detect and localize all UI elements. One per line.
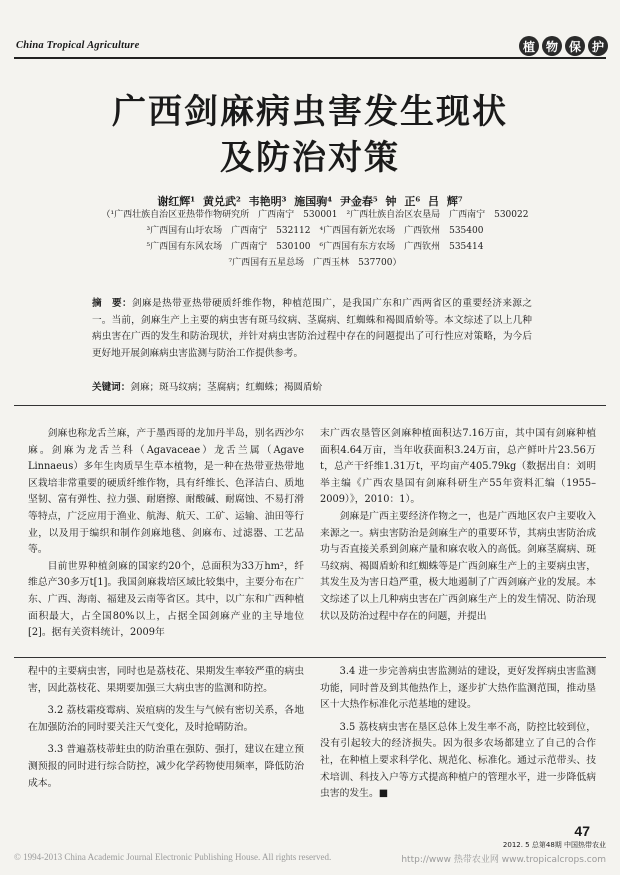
abstract bbox=[92, 296, 532, 362]
paragraph: 剑麻是广西主要经济作物之一，也是广西地区农户主要收入来源之一。病虫害防治是剑麻生产的重要环节，其病虫害防治成功与否直接关系到剑麻产量和麻农收入的高低。剑麻茎腐病、斑马纹病、褐圆盾蚧和红蜘蛛等是广西剑麻生产上的主要病虫害，其发生及为害日趋严重，极大地遏制了广西剑麻产业的发展。本文综述了以上几种病虫害在广西剑麻生产上的发生情况、防治现状以及防治过程中存在的问题，并提出 bbox=[320, 510, 596, 622]
copyright-notice: © 1994-2013 China Academic Journal Electronic Publishing House. All rights reserved. bbox=[14, 852, 332, 862]
paragraph: 3.4 进一步完善病虫害监测站的建设，更好发挥病虫害监测功能，同时普及到其他热作上，逐步扩大热作监测范围，推动垦区十大热作标准化示范基地的建设。 bbox=[320, 666, 596, 711]
column-char: 植 bbox=[519, 36, 539, 56]
section-rule bbox=[14, 657, 606, 658]
column-char: 物 bbox=[542, 36, 562, 56]
keywords bbox=[92, 379, 532, 393]
paragraph: 末广西农垦管区剑麻种植面积达7.16万亩，其中国有剑麻种植面积4.64万亩，当年收获面积3.24万亩，总产鲜叶片23.56万t，总产干纤维1.31万t，平均亩产405.79kg（数据出自：刘明举主编《广西农垦国有剑麻科研生产55年资料汇编（1955–2009）》，2010：1）。 bbox=[320, 428, 596, 506]
paragraph: 剑麻也称龙舌兰麻，产于墨西哥的龙加丹半岛，别名西沙尔麻。剑麻为龙舌兰科（Agavaceae）龙舌兰属（Agave Linnaeus）多年生肉质旱生草本植物，是一种在热带亚热带地区栽培非常重要的硬质纤维作物，具有纤维长、色泽洁白、质地坚韧、富有弹性、拉力强、耐磨擦、耐酸碱、耐腐蚀、不易打滑等特点，广泛应用于渔业、航海、航天、工矿、运输、油田等行业，以及用于编织和制作剑麻地毯、剑麻布、过滤器、工艺品等。 bbox=[28, 428, 304, 556]
author-list: 谢红辉¹ 黄兑武² 韦艳明³ 施国驹⁴ 尹金春⁵ 钟 正⁶ 吕 辉⁷ bbox=[157, 195, 463, 208]
header-rule bbox=[14, 57, 606, 59]
paragraph: 3.3 普遍荔枝蒂蛀虫的防治重在强防、强打，建议在建立预测预报的同时进行综合防控，减少化学药物使用频率，降低防治成本。 bbox=[28, 744, 304, 789]
column-char: 护 bbox=[588, 36, 608, 56]
issue-info: 2012. 5 总第48期 中国热带农业 bbox=[502, 841, 606, 849]
title-line-1: 广西剑麻病虫害发生现状 bbox=[112, 92, 508, 132]
affiliation-line: ⁵广西国有东风农场 广西南宁 530100 ⁶广西国有东方农场 广西钦州 535414 bbox=[146, 242, 484, 252]
left-column-bottom bbox=[28, 664, 304, 792]
column-badge bbox=[519, 36, 608, 56]
watermark: http://www 热带农业网 www.tropicalcrops.com bbox=[401, 855, 606, 865]
abstract-label: 摘 要： bbox=[92, 298, 133, 309]
affiliation-line: ⁷广西国有五星总场 广西玉林 537700） bbox=[228, 258, 402, 268]
keywords-text: 剑麻；斑马纹病；茎腐病；红蜘蛛；褐圆盾蚧 bbox=[130, 382, 323, 393]
right-column-top bbox=[320, 426, 596, 625]
affiliation-line: ³广西国有山圩农场 广西南宁 532112 ⁴广西国有新光农场 广西钦州 535400 bbox=[146, 226, 484, 236]
abstract-text: 剑麻是热带亚热带硬质纤维作物，种植范围广，是我国广东和广西两省区的重要经济来源之一。当前，剑麻生产上主要的病虫害有斑马纹病、茎腐病、红蜘蛛和褐圆盾蚧等。本文综述了以上几种病虫害在广西的发生和防治现状，并针对病虫害防治过程中存在的问题提出了可行性应对策略，为今后更好地开展剑麻病虫害监测与防治工作提供参考。 bbox=[92, 298, 533, 359]
keywords-label: 关键词： bbox=[92, 382, 131, 393]
page-number: 47 bbox=[574, 823, 590, 839]
right-column-bottom bbox=[320, 664, 596, 803]
abstract-rule bbox=[14, 405, 606, 406]
paragraph: 程中的主要病虫害，同时也是荔枝花、果期发生率较严重的病虫害，因此荔枝花、果期要加强三大病虫害的监测和防控。 bbox=[28, 666, 304, 694]
column-char: 保 bbox=[565, 36, 585, 56]
paragraph: 3.2 荔枝霜疫霉病、炭疽病的发生与气候有密切关系，各地在加强防治的同时要关注天气变化，及时抢晴防治。 bbox=[28, 705, 304, 733]
paragraph: 3.5 荔枝病虫害在垦区总体上发生率不高，防控比较到位，没有引起较大的经济损失。因为很多农场都建立了自己的合作社，在种植上要求科学化、规范化、标准化。通过示范带头、技术培训、科技入户等方式提高种植户的管理水平，进一步降低病虫害的发生。■ bbox=[320, 721, 596, 800]
left-column-top bbox=[28, 426, 304, 642]
paragraph: 目前世界种植剑麻的国家约20个，总面积为33万hm²，纤维总产30多万t[1]。我国剑麻栽培区域比较集中，主要分布在广东、广西、海南、福建及云南等省区。其中，以广东和广西种植面积最大，占全国80%以上，占据全国剑麻产业的主导地位[2]。据有关资料统计，2009年 bbox=[28, 560, 304, 639]
journal-name: China Tropical Agriculture bbox=[16, 40, 140, 51]
affiliation-line: （¹广西壮族自治区亚热带作物研究所 广西南宁 530001 ²广西壮族自治区农垦局 广西南宁 530022 bbox=[101, 210, 529, 220]
title-line-2: 及防治对策 bbox=[220, 138, 400, 178]
